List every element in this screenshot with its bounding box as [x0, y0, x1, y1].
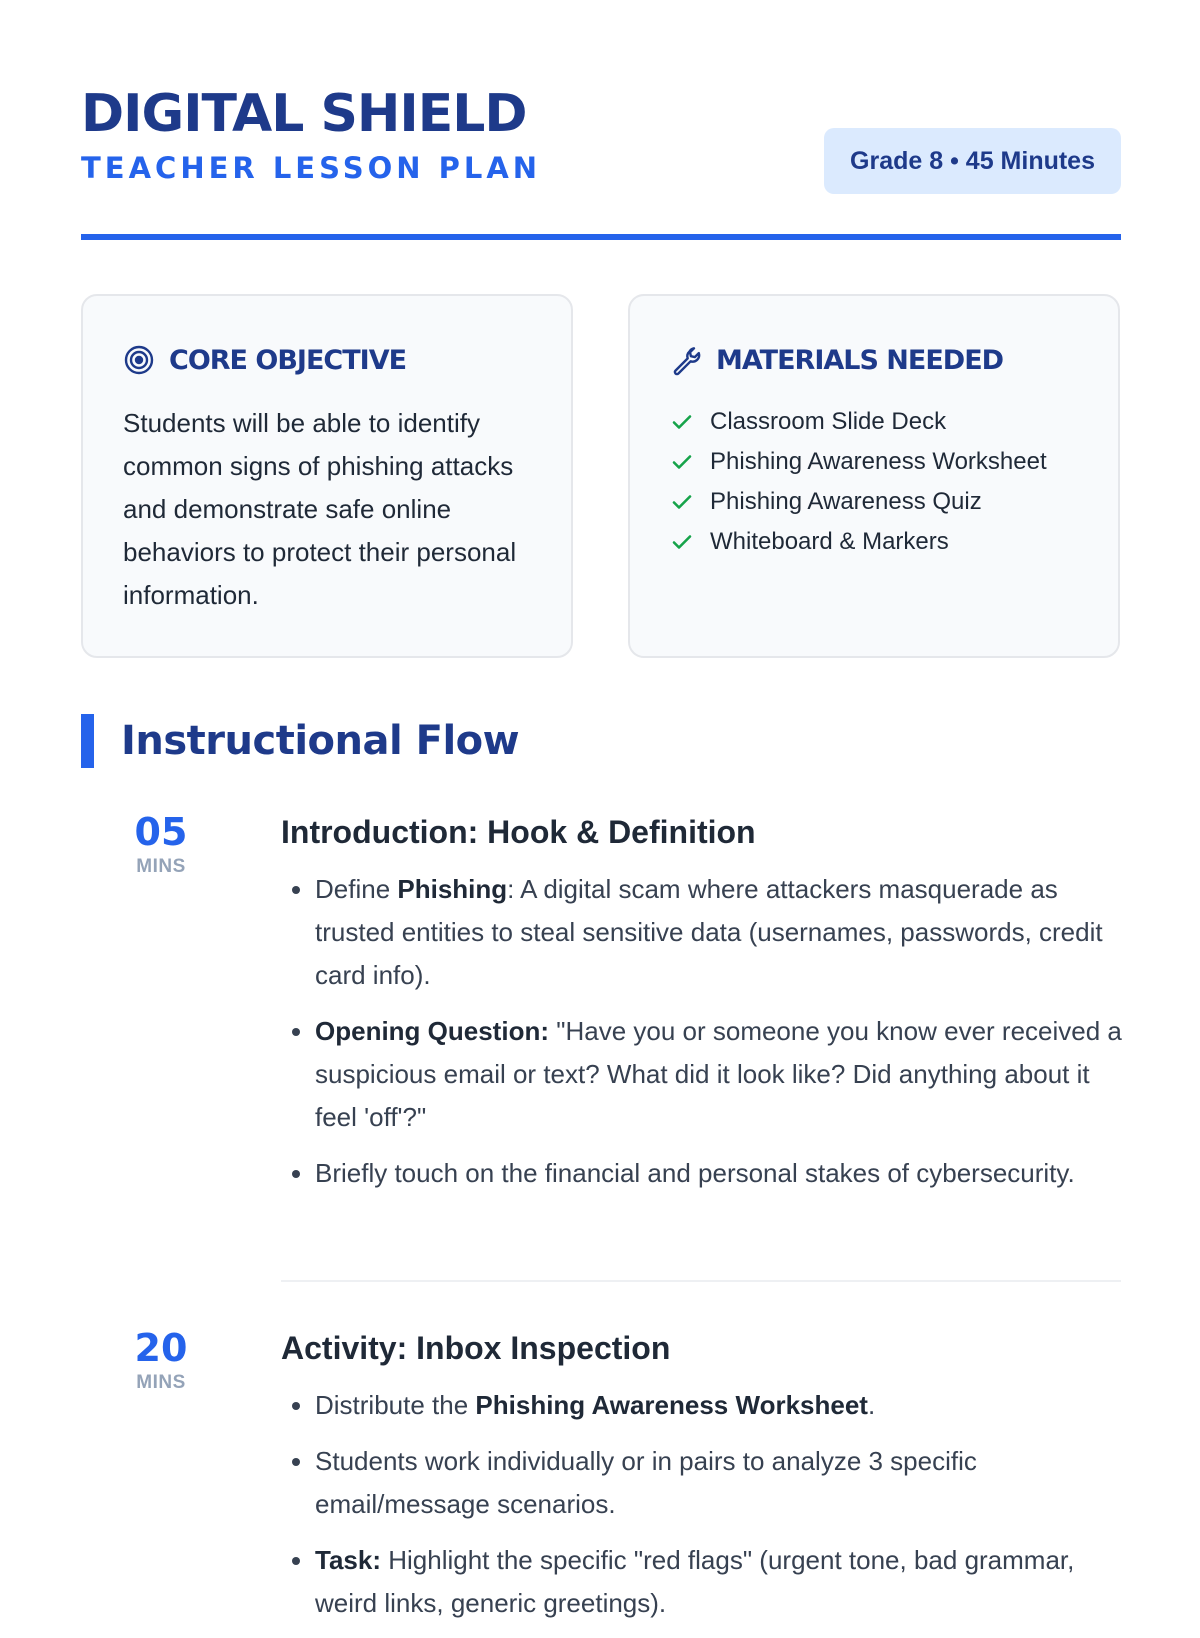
core-objective-heading: CORE OBJECTIVE: [169, 344, 407, 376]
bullet-text: .: [867, 1390, 876, 1420]
step-minutes: 05: [134, 810, 188, 854]
step-bullet: [315, 868, 1123, 997]
step-body: [281, 1326, 1123, 1638]
header: [81, 80, 1121, 240]
material-item: [670, 522, 1047, 562]
material-item-label: Whiteboard & Markers: [710, 528, 949, 555]
page-subtitle: TEACHER LESSON PLAN: [81, 151, 542, 185]
materials-list: [670, 402, 1047, 562]
bullet-text: Distribute the: [315, 1390, 476, 1420]
material-item: [670, 482, 1047, 522]
bullet-emphasis: Phishing Awareness Worksheet: [475, 1390, 868, 1420]
material-item-label: Classroom Slide Deck: [710, 408, 947, 435]
step-minutes-unit: MINS: [136, 1372, 186, 1393]
core-objective-card: [81, 294, 573, 658]
page-title: DIGITAL SHIELD: [81, 84, 527, 144]
bullet-text: Students work individually or in pairs to analyze 3 specific email/message scenarios.: [315, 1446, 977, 1519]
bullet-emphasis: Phishing: [397, 874, 508, 904]
materials-heading: MATERIALS NEEDED: [716, 344, 1004, 376]
step-bullet: [315, 1440, 1123, 1526]
materials-header: [670, 342, 1003, 378]
step-bullet-list: [281, 1384, 1123, 1625]
check-icon: [670, 410, 694, 434]
step-bullet: [315, 1152, 1123, 1195]
material-item: [670, 402, 1047, 442]
check-icon: [670, 530, 694, 554]
core-objective-header: [123, 342, 406, 378]
material-item: [670, 442, 1047, 482]
materials-card: [628, 294, 1120, 658]
step-bullet-list: [281, 868, 1123, 1195]
step-minutes: 20: [134, 1326, 188, 1370]
step-title: Activity: Inbox Inspection: [281, 1330, 671, 1366]
step-bullet: [315, 1384, 1123, 1427]
wrench-icon: [670, 344, 702, 376]
section-accent-bar: [81, 714, 94, 768]
bullet-text: Define: [315, 874, 398, 904]
step-title: Introduction: Hook & Definition: [281, 814, 756, 850]
step-minutes-unit: MINS: [136, 856, 186, 877]
bullet-emphasis: Task:: [315, 1545, 381, 1575]
step-bullet: [315, 1539, 1123, 1625]
core-objective-text: Students will be able to identify common signs of phishing attacks and demonstrate safe online behaviors to protect their personal information.: [123, 408, 517, 610]
bullet-text: "Have you or someone you know ever received a suspicious email or text? What did it look like? Did anything about it feel 'off'?": [315, 1016, 1122, 1132]
bullet-text: Highlight the specific "red flags" (urgent tone, bad grammar, weird links, generic greetings).: [315, 1545, 1075, 1618]
section-title: Instructional Flow: [121, 718, 520, 764]
target-icon: [123, 344, 155, 376]
bullet-text: : A digital scam where attackers masquerade as trusted entities to steal sensitive data (usernames, passwords, credit card info).: [315, 874, 1103, 990]
material-item-label: Phishing Awareness Quiz: [710, 488, 982, 515]
bullet-text: Briefly touch on the financial and personal stakes of cybersecurity.: [315, 1158, 1075, 1188]
bullet-emphasis: Opening Question:: [315, 1016, 549, 1046]
step-divider: [281, 1280, 1121, 1282]
step-duration: [81, 810, 241, 878]
step-body: [281, 810, 1123, 1208]
check-icon: [670, 490, 694, 514]
header-divider: [81, 234, 1121, 240]
grade-duration-badge: Grade 8 • 45 Minutes: [824, 128, 1121, 194]
material-item-label: Phishing Awareness Worksheet: [710, 448, 1047, 475]
check-icon: [670, 450, 694, 474]
step-bullet: [315, 1010, 1123, 1139]
step-duration: [81, 1326, 241, 1394]
